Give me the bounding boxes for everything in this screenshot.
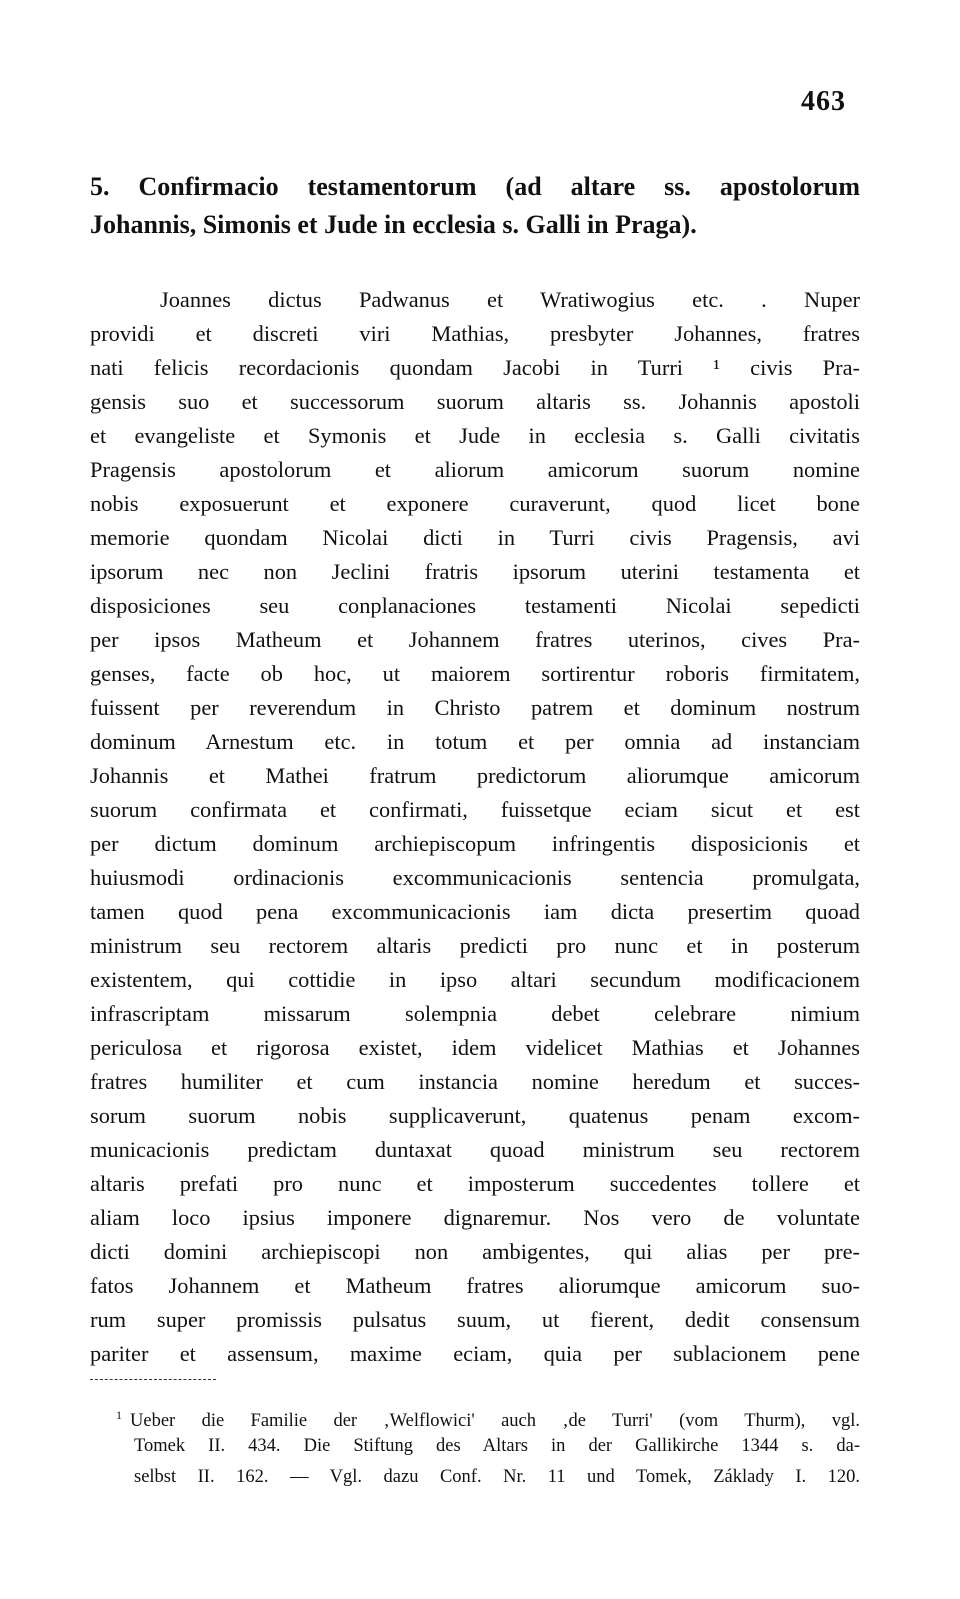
body-text xyxy=(90,283,860,1371)
text-line: memorie quondam Nicolai dicti in Turri civis Pragensis, avi xyxy=(90,525,860,550)
footnote-marker: 1 xyxy=(116,1408,122,1422)
text-line: gensis suo et successorum suorum altaris ss. Johannis apostoli xyxy=(90,389,860,414)
heading-line: 5. Confirmacio testamentorum (ad altare ss. apostolorum xyxy=(90,172,860,201)
footnote-line: Tomek II. 434. Die Stiftung des Altars in der Gallikirche 1344 s. da- xyxy=(134,1436,860,1456)
text-line: tamen quod pena excommunicacionis iam dicta presertim quoad xyxy=(90,899,860,924)
text-line: providi et discreti viri Mathias, presbyter Johannes, fratres xyxy=(90,321,860,346)
text-line: Pragensis apostolorum et aliorum amicorum suorum nomine xyxy=(90,457,860,482)
text-line: nati felicis recordacionis quondam Jacobi in Turri ¹ civis Pra- xyxy=(90,355,860,380)
page-number: 463 xyxy=(801,86,846,117)
text-line: per ipsos Matheum et Johannem fratres uterinos, cives Pra- xyxy=(90,627,860,652)
text-line: disposiciones seu conplanaciones testamenti Nicolai sepedicti xyxy=(90,593,860,618)
text-line: fatos Johannem et Matheum fratres aliorumque amicorum suo- xyxy=(90,1273,860,1298)
text-line: Johannis et Mathei fratrum predictorum aliorumque amicorum xyxy=(90,763,860,788)
footnote-text: Ueber die Familie der ‚Welflowici' auch ‚de Turri' (vom Thurm), vgl. xyxy=(130,1411,860,1432)
text-line: huiusmodi ordinacionis excommunicacionis sentencia promulgata, xyxy=(90,865,860,890)
text-line: dicti domini archiepiscopi non ambigentes, qui alias per pre- xyxy=(90,1239,860,1264)
text-line: ipsorum nec non Jeclini fratris ipsorum uterini testamenta et xyxy=(90,559,860,584)
text-line: dominum Arnestum etc. in totum et per omnia ad instanciam xyxy=(90,729,860,754)
text-line: aliam loco ipsius imponere dignaremur. Nos vero de voluntate xyxy=(90,1205,860,1230)
text-line: fratres humiliter et cum instancia nomine heredum et succes- xyxy=(90,1069,860,1094)
text-line: infrascriptam missarum solempnia debet celebrare nimium xyxy=(90,1001,860,1026)
text-line: periculosa et rigorosa existet, idem videlicet Mathias et Johannes xyxy=(90,1035,860,1060)
text-line: nobis exposuerunt et exponere curaverunt, quod licet bone xyxy=(90,491,860,516)
text-line: per dictum dominum archiepiscopum infringentis disposicionis et xyxy=(90,831,860,856)
section-heading xyxy=(90,168,860,244)
text-line: genses, facte ob hoc, ut maiorem sortirentur roboris firmitatem, xyxy=(90,661,860,686)
text-line: ministrum seu rectorem altaris predicti pro nunc et in posterum xyxy=(90,933,860,958)
text-line: municacionis predictam duntaxat quoad ministrum seu rectorem xyxy=(90,1137,860,1162)
footnote-line xyxy=(90,1400,860,1431)
footnote-line: selbst II. 162. — Vgl. dazu Conf. Nr. 11 und Tomek, Základy I. 120. xyxy=(134,1467,860,1487)
text-line: rum super promissis pulsatus suum, ut fierent, dedit consensum xyxy=(90,1307,860,1332)
footnote xyxy=(90,1400,860,1493)
text-line: suorum confirmata et confirmati, fuissetque eciam sicut et est xyxy=(90,797,860,822)
heading-line: Johannis, Simonis et Jude in ecclesia s. Galli in Praga). xyxy=(90,210,697,239)
text-line: fuissent per reverendum in Christo patrem et dominum nostrum xyxy=(90,695,860,720)
footnote-separator xyxy=(90,1379,216,1380)
text-line: existentem, qui cottidie in ipso altari secundum modificacionem xyxy=(90,967,860,992)
text-line: altaris prefati pro nunc et imposterum succedentes tollere et xyxy=(90,1171,860,1196)
text-line: sorum suorum nobis supplicaverunt, quatenus penam excom- xyxy=(90,1103,860,1128)
text-line: Joannes dictus Padwanus et Wratiwogius etc. . Nuper xyxy=(160,287,860,312)
text-line: et evangeliste et Symonis et Jude in ecclesia s. Galli civitatis xyxy=(90,423,860,448)
text-line: pariter et assensum, maxime eciam, quia per sublacionem pene xyxy=(90,1341,860,1366)
